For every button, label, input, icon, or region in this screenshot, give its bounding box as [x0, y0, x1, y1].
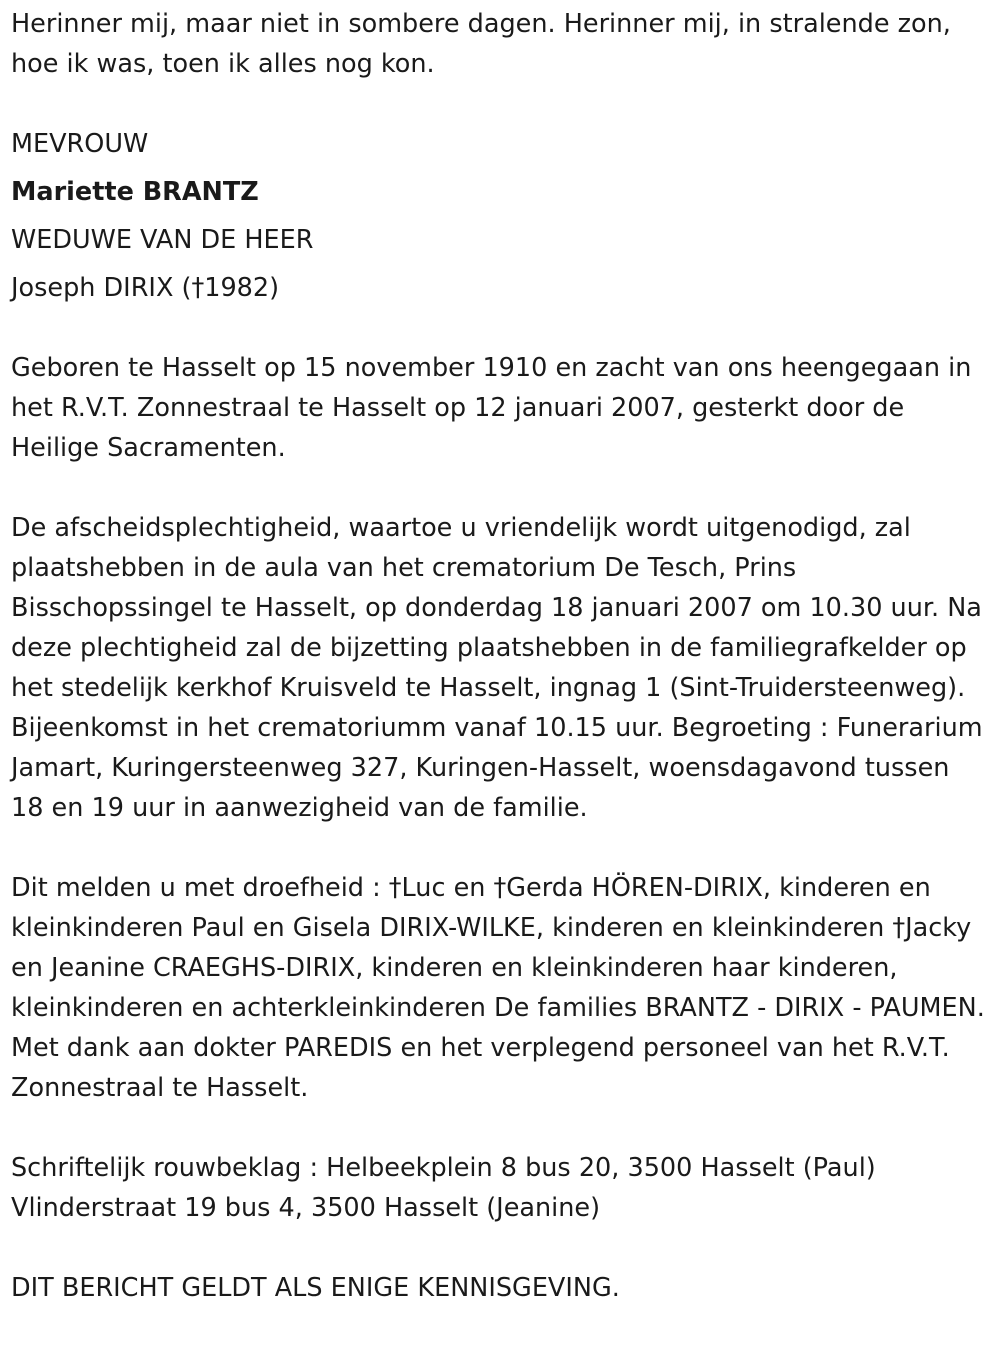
spacer — [11, 1108, 988, 1148]
spouse-line: Joseph DIRIX (†1982) — [11, 273, 280, 303]
spacer — [11, 212, 988, 220]
closing-statement: DIT BERICHT GELDT ALS ENIGE KENNISGEVING. — [11, 1273, 620, 1303]
memorial-quote: Herinner mij, maar niet in sombere dagen. Herinner mij, in stralende zon, hoe ik was, toen ik alles nog kon. — [11, 9, 951, 79]
honorific-title: MEVROUW — [11, 129, 149, 159]
relation-line: WEDUWE VAN DE HEER — [11, 225, 314, 255]
family-paragraph: Dit melden u met droefheid : †Luc en †Gerda HÖREN-DIRIX, kinderen en kleinkinderen Paul en Gisela DIRIX-WILKE, kinderen en kleinkinderen †Jacky en Jeanine CRAEGHS-DIRIX, kinderen en kleinkinderen haar kinderen, kleinkinderen en achterkleinkinderen De families BRANTZ - DIRIX - PAUMEN. Met dank aan dokter PAREDIS en het verplegend personeel van het R.V.T. Zonnestraal te Hasselt. — [11, 873, 985, 1103]
spacer — [11, 1228, 988, 1268]
ceremony-paragraph: De afscheidsplechtigheid, waartoe u vriendelijk wordt uitgenodigd, zal plaatshebben in de aula van het crematorium De Tesch, Prins Bisschopssingel te Hasselt, op donderdag 18 januari 2007 om 10.30 uur. Na deze plechtigheid zal de bijzetting plaatshebben in de familiegrafkelder op het stedelijk kerkhof Kruisveld te Hasselt, ingnag 1 (Sint-Truidersteenweg). Bijeenkomst in het crematoriumm vanaf 10.15 uur. Begroeting : Funerarium Jamart, Kuringersteenweg 327, Kuringen-Hasselt, woensdagavond tussen 18 en 19 uur in aanwezigheid van de familie. — [11, 513, 983, 823]
condolences-line-1: Schriftelijk rouwbeklag : Helbeekplein 8 bus 20, 3500 Hasselt (Paul) — [11, 1153, 876, 1183]
spacer — [11, 308, 988, 348]
birth-death-paragraph: Geboren te Hasselt op 15 november 1910 en zacht van ons heengegaan in het R.V.T. Zonnestraal te Hasselt op 12 januari 2007, gesterkt door de Heilige Sacramenten. — [11, 353, 972, 463]
condolences-line-2: Vlinderstraat 19 bus 4, 3500 Hasselt (Jeanine) — [11, 1193, 601, 1223]
spacer — [11, 164, 988, 172]
spacer — [11, 468, 988, 508]
spacer — [11, 84, 988, 124]
spacer — [11, 828, 988, 868]
spacer — [11, 260, 988, 268]
deceased-name: Mariette BRANTZ — [11, 177, 259, 207]
